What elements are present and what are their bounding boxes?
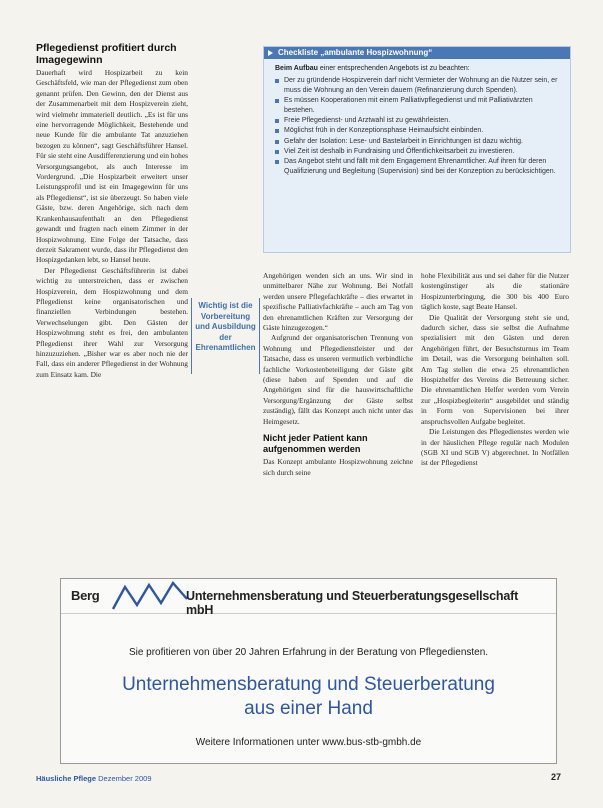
checklist-header	[264, 47, 570, 59]
article-paragraph: hohe Flexibilität aus und sei daher für die Nutzer kostengünstiger als die stationäre Hospizunterbringung, die 300 bis 400 Euro täglich koste, sagt Beate Hansel.	[421, 271, 569, 312]
square-bullet-icon	[275, 119, 279, 123]
square-bullet-icon	[275, 79, 279, 83]
page-footer	[36, 774, 152, 783]
article-column-1	[36, 42, 188, 380]
ad-tagline: Sie profitieren von über 20 Jahren Erfahrung in der Beratung von Pflegediensten.	[128, 647, 489, 658]
article-headline: Pflegedienst profitiert durch Imagegewinn	[36, 42, 177, 66]
checklist-item: Gefahr der Isolation: Lese- und Bastelarbeit in Einrichtungen ist dazu wichtig.	[275, 137, 562, 147]
article-paragraph: Aufgrund der organisatorischen Trennung von Wohnung und Pflegedienstleister und der Tatsache, dass es unseren vermutlich verbindliche fachliche Vorkostenbeteiligung der Gäste gibt (diese haben auf Spenden und auf die Angehörigen sind für die hauswirtschaftliche Versorgung/Ergänzung der Gäste selbst zuständig), fällt das Konzept auch nicht unter das Heimgesetz.	[263, 333, 413, 426]
article-paragraph: Angehörigen wenden sich an uns. Wir sind in unmittelbarer Nähe zur Wohnung. Bei Notfall werden unsere Pflegefachkräfte – dies erwartet in spezifische Palliativfachkräfte – auch am Tag von den ehrenamtlichen Kräften zur Versorgung der Gäste hinzugezogen.“	[263, 271, 413, 333]
checklist-intro-bold: Beim Aufbau	[275, 65, 318, 72]
ad-info: Weitere Informationen unter www.bus-stb-gmbh.de	[195, 737, 422, 748]
checklist-intro	[275, 64, 562, 74]
advertisement	[60, 578, 557, 764]
checklist-intro-rest: einer entsprechenden Angebots ist zu beachten:	[319, 65, 470, 72]
article-subheading: Nicht jeder Patient kann aufgenommen werden	[263, 433, 368, 455]
article-column-2	[263, 271, 413, 478]
square-bullet-icon	[275, 140, 279, 144]
page-number: 27	[551, 772, 562, 782]
square-bullet-icon	[275, 129, 279, 133]
square-bullet-icon	[275, 160, 279, 164]
checklist-box	[263, 46, 571, 253]
checklist-item: Es müssen Kooperationen mit einem Palliativpflegedienst und mit Palliativärzten bestehen.	[275, 96, 562, 116]
article-paragraph: Das Konzept ambulante Hospizwohnung zeichne sich durch seine	[263, 457, 413, 477]
article-paragraph: Die Leistungen des Pflegedienstes werden wie in der häuslichen Pflege regulär nach Modulen (SGB XI und SGB V) abgerechnet. In Notfällen ist der Pflegedienst	[421, 427, 569, 468]
article-paragraph: Der Pflegedienst Geschäftsführerin ist dabei wichtig zu unterstreichen, dass er zwischen Hospizverein, dem Hospizwohnung und dem Pflegedienst keine organisatorischen und finanziellen Verbindungen bestehen. Verwechselungen gibt. Den Gästen der Hospizwohnung steht es frei, den ambulanten Pflegedienst ihrer Wahl zur Versorgung hinzuzuziehen. „Bisher war es aber noch nie der Fall, dass ein anderer Pflegedienst in der Wohnung zum Einsatz kam. Die	[36, 265, 188, 379]
article-column-3	[421, 271, 569, 469]
magazine-name: Häusliche Pflege	[36, 774, 97, 783]
article-paragraph: Dauerhaft wird Hospizarbeit zu kein Geschäftsfeld, wie man der Pflegedienst zum oben genannt prüfen. Den Gewinn, den der Dienst aus der Zusammenarbeit mit dem Hospizverein zieht, wird vielmehr immateriell deutlich. „Es ist für uns eine hervorragende Möglichkeit, Bestehende und neue Kunde für die ambulante Tat anzuziehen bezogen zu können“, sagt Geschäftsführer Hansel. Für sie steht eine Ausdifferenzierung und ein hohes Versorgungsangebot, als auch Interesse im Vordergrund. „Die Hospizarbeit erweitert unser Leistungsprofil und ist ein Imagegewinn für uns als Pflegedienst“, ist sie überzeugt. So haben viele Gäste, bzw. deren Angehörige, sich nach dem Krankenhausaufenthalt an den Pflegedienst gewandt und fragten nach einem Zimmer in der Hospizwohnung. Eine Folge der Tatsache, dass derzeit Sakrament wurde, dass ihr Pflegedienst den Hospizgedanken lebt, so Hansel heute.	[36, 68, 188, 265]
zigzag-logo-icon	[111, 581, 189, 613]
checklist-item: Viel Zeit ist deshalb in Fundraising und Öffentlichkeitsarbeit zu investieren.	[275, 147, 562, 157]
checklist-item: Der zu gründende Hospizverein darf nicht Vermieter der Wohnung an die Nutzer sein, er muss die Wohnung an den Verein dauern (Refinanzierung durch Spenden).	[275, 76, 562, 96]
ad-company-full: Unternehmensberatung und Steuerberatungsgesellschaft mbH	[186, 589, 519, 617]
pull-quote-text: Wichtig ist die Vorbereitung und Ausbildung der Ehrenamtlichen	[195, 301, 256, 352]
ad-slogan-line-1: Unternehmensberatung und Steuerberatung	[122, 674, 495, 695]
checklist-title: Checkliste „ambulante Hospizwohnung“	[278, 48, 433, 57]
ad-slogan-line-2: aus einer Hand	[244, 698, 373, 719]
checklist-item: Möglichst früh in der Konzeptionsphase Heimaufsicht einbinden.	[275, 126, 562, 136]
issue-date: Dezember 2009	[98, 774, 152, 783]
square-bullet-icon	[275, 150, 279, 154]
square-bullet-icon	[275, 99, 279, 103]
ad-banner	[61, 579, 556, 617]
ad-slogan	[61, 673, 556, 721]
checklist-items	[275, 76, 562, 177]
triangle-bullet-icon	[268, 50, 273, 56]
ad-company-short: Berg	[71, 588, 100, 603]
checklist-item: Freie Pflegedienst- und Arztwahl ist zu gewährleisten.	[275, 116, 562, 126]
checklist-item: Das Angebot steht und fällt mit dem Engagement Ehrenamtlicher. Auf ihren für deren Qualifizierung und Begleitung (Supervision) sind bei der Konzeption zu berücksichtigen.	[275, 157, 562, 177]
article-paragraph: Die Qualität der Versorgung steht sie und, dadurch sicher, dass sie selbst die Aufnahme spezialisiert mit den Gästen und deren Angehörigen führt, der Besuchsturnus im Team im Detail, was die Versorgung beinhalten soll. Am Tag stellen die etwa 25 ehrenamtlichen Hospizhelfer des Vereins die Betreuung sicher. Die ehrenamtlichen Helfer werden vom Verein zur „Hospizbegleiterin“ ausgebildet und ständig in Form von Supervisionen bei ihrer anspruchsvollen Aufgabe begleitet.	[421, 312, 569, 426]
pull-quote	[191, 298, 260, 374]
